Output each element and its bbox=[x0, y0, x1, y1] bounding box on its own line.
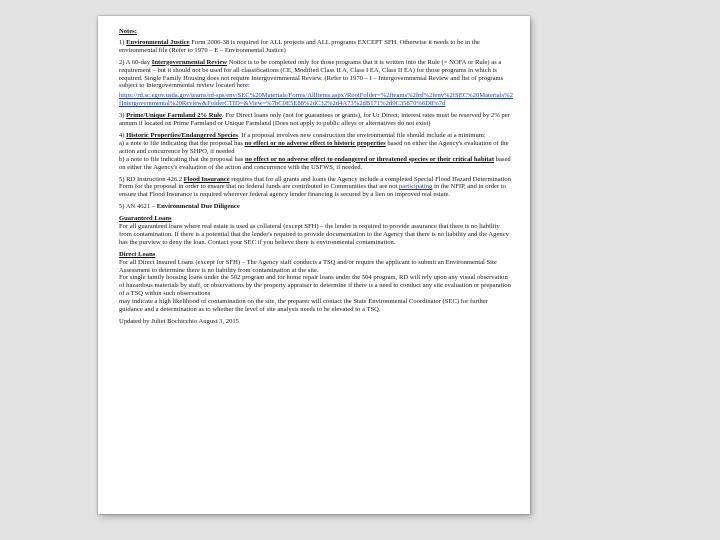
document-page bbox=[98, 16, 530, 514]
note-item-a: a) a note to file indicating that the proposal has no effect or no adverse effect to historic properties based on either the Agency's evaluation of the action and concurrence by SHPO, if needed bbox=[119, 139, 509, 155]
note-due-diligence bbox=[119, 203, 513, 211]
section-text: For all guaranteed loans where real estate is used as collateral (except SFH) – the lender is required to provide assurance that there is no liability from contamination. If there is a potential that the lender's required to provide documentation to the Agency that there is no liability and the Agency has the purview to deny the loan. Contact your SEC if you believe there is environmental contamination. bbox=[119, 223, 509, 246]
note-heading: Intergovernmental Review bbox=[151, 58, 228, 66]
note-heading: Prime/Unique Farmland 2% Rule bbox=[126, 112, 222, 120]
note-intergovernmental-review bbox=[119, 59, 513, 108]
note-historic-properties bbox=[119, 132, 513, 172]
section-text: For single family housing loans under the 502 program and for home repair loans under the 504 program, RD will rely upon any visual observation of hazardous materials by staff, or observations by the property appraiser to determine if there is a need to conduct any site evaluation or preparation of a TSQ within such observations bbox=[119, 274, 511, 298]
notes-content bbox=[119, 28, 513, 330]
updated-by: Updated by Juliet Bochicchio August 3, 2015 bbox=[119, 318, 239, 325]
note-flood-insurance: 5) RD Instruction 426.2 Flood Insurance requires that for all grants and loans the Agency include a completed Special Flood Hazard Determination Form for the proposal in order to ensure that no federal funds are contributed to Communities that are not participating in the NFIP, and in order to ensure that Flood Insurance is required wherever federal agency lender financing is secured by a lien on improved real estate. bbox=[119, 175, 511, 199]
note-heading: Environmental Due Diligence bbox=[156, 203, 240, 211]
note-environmental-justice bbox=[119, 39, 513, 55]
note-heading: Environmental Justice bbox=[126, 38, 190, 46]
notes-title: Notes: bbox=[119, 28, 137, 35]
section-text: may indicate a high likelihood of contamination on the site, the preparer will contact the State Environmental Coordinator (SEC) for further guidance and a determination as to whether the level of site analysis needs to be elevated to a TSQ. bbox=[119, 298, 488, 314]
intergovernmental-review-link[interactable]: https://rd.sc.egov.usda.gov/teams/rd-sps/env/SEC%20Materials/Forms/AllItems.aspx?RootFolder=%2fteams%2frd%2fenv%2fSEC%20Materials%2fIntergovernmental%20Review&FolderCTID=&View=%7bC0E5E88%2dC32%2d4A73%2dB171%2d9C35870%6D8%7d bbox=[119, 92, 513, 108]
section-heading: Direct Loans bbox=[119, 250, 156, 258]
guaranteed-loans-section bbox=[119, 215, 513, 247]
note-heading: Flood Insurance bbox=[183, 175, 230, 183]
note-text: . If a proposal involves new construction the environmental file should include at a minimum: bbox=[238, 131, 486, 139]
section-heading: Guaranteed Loans bbox=[119, 215, 172, 223]
direct-loans-section bbox=[119, 251, 513, 314]
note-number: 5) AN 4621 – bbox=[119, 203, 157, 211]
note-text: . For Direct loans only (not for guarantees or grants), for Ur Direct; interest rates must be reserved by 2% per annum if located on Prime Farmland or Unique Farmland (Does not apply to public alleys or alternatives do not exist) bbox=[119, 112, 510, 128]
section-text: For all Direct Insured Loans (except for SFH) – The Agency staff conducts a TSQ and/or require the applicant to submit an Environmental Site Assessment to determine there is no liability from contamination at the site. bbox=[119, 258, 497, 274]
note-prime-farmland bbox=[119, 112, 513, 128]
note-number: 5) RD Instruction 426.2 bbox=[119, 175, 184, 183]
note-number: 1) bbox=[119, 38, 127, 46]
note-text: Form 2006-38 is required for ALL projects and ALL programs EXCEPT SFH. Otherwise it needs to be in the environmental file (Refer to 1970 – E – Environmental Justice) bbox=[119, 38, 480, 54]
note-text: Notice is to be completed only for those programs that it is written into the Rule (= NOFA or Rule) as a requirement – but it should not be used for all classifications (CE, Modified Class II A, Class I EA, Class II EA) for those programs in which is required. Single Family Housing does not require Intergovernmental Review. (Refer to 1970 – I – Intergovernmental Review and list of programs subject to Intergovernmental review located here: bbox=[119, 58, 504, 90]
note-item-b: b) a note to file indicating that the proposal has no effect or no adverse effect to endangered or threatened species or their critical habitat based on either the Agency's evaluation of the action and concurrence with the USFWS, if needed. bbox=[119, 155, 511, 171]
note-number: 3) bbox=[119, 112, 127, 120]
note-heading: Historic Properties/Endangered Species bbox=[126, 131, 238, 139]
participating-link[interactable]: participating bbox=[398, 183, 433, 191]
note-number: 4) bbox=[119, 131, 127, 139]
note-number: 2) A 60-day bbox=[119, 58, 152, 66]
